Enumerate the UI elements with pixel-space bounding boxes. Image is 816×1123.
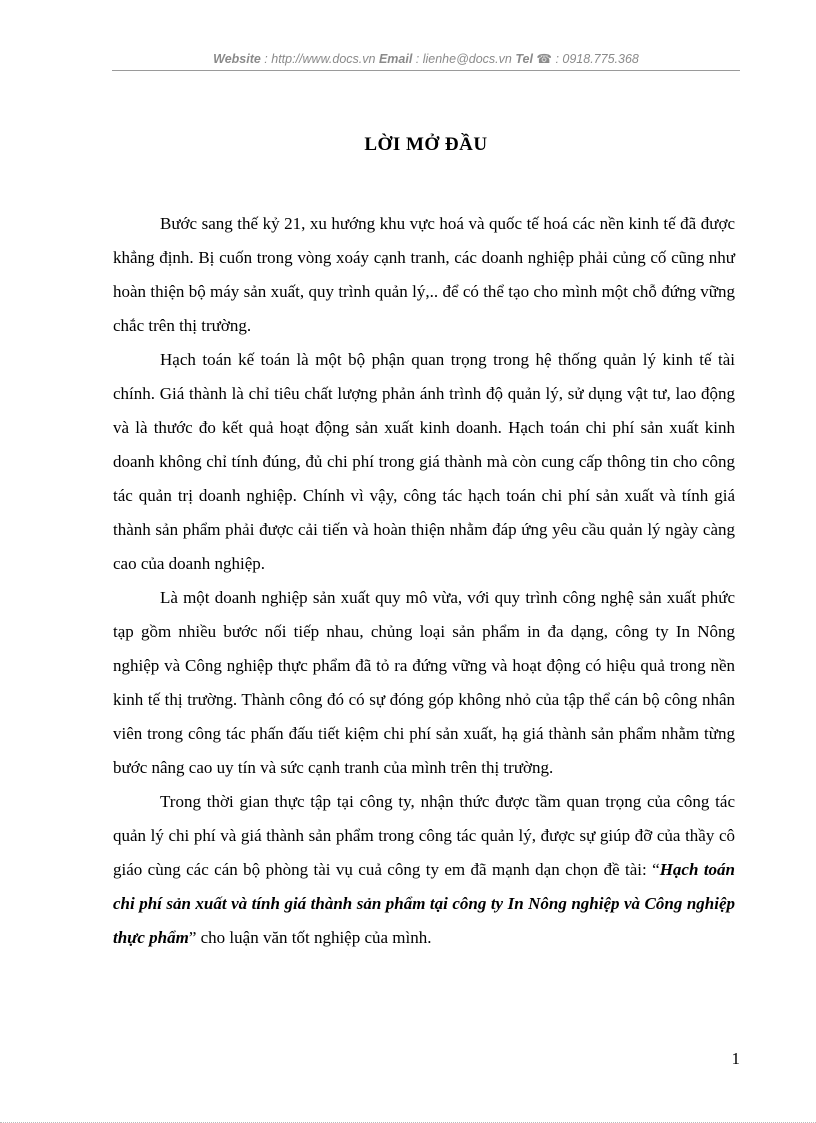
document-body <box>113 207 735 955</box>
page-number: 1 <box>731 1049 740 1068</box>
paragraph-4-end: ” cho luận văn tốt nghiệp của mình. <box>188 928 432 947</box>
paragraph-2: Hạch toán kế toán là một bộ phận quan trọng trong hệ thống quản lý kinh tế tài chính. Giá thành là chỉ tiêu chất lượng phản ánh trình độ quản lý, sử dụng vật tư, lao động và là thước đo kết quả hoạt động sản xuất kinh doanh. Hạch toán chi phí sản xuất kinh doanh không chỉ tính đúng, đủ chi phí trong giá thành mà còn cung cấp thông tin cho công tác quản trị doanh nghiệp. Chính vì vậy, công tác hạch toán chi phí sản xuất và tính giá thành sản phẩm phải được cải tiến và hoàn thiện nhằm đáp ứng yêu cầu quản lý ngày càng cao của doanh nghiệp. <box>113 350 735 573</box>
email-value[interactable]: : lienhe@docs.vn <box>412 52 516 66</box>
paragraph-4 <box>113 785 735 955</box>
page-title: LỜI MỞ ĐẦU <box>364 134 488 155</box>
website-value[interactable]: : http://www.docs.vn <box>260 52 379 66</box>
tel-label: Tel ☎ <box>515 52 552 66</box>
paragraph-3: Là một doanh nghiệp sản xuất quy mô vừa, với quy trình công nghệ sản xuất phức tạp gồm nhiều bước nối tiếp nhau, chủng loại sản phẩm in đa dạng, công ty In Nông nghiệp và Công nghiệp thực phẩm đã tỏ ra đứng vững và hoạt động có hiệu quả trong nền kinh tế thị trường. Thành công đó có sự đóng góp không nhỏ của tập thể cán bộ công nhân viên trong công tác phấn đấu tiết kiệm chi phí sản xuất, hạ giá thành sản phẩm nhằm từng bước nâng cao uy tín và sức cạnh tranh của mình trên thị trường. <box>113 588 735 777</box>
paragraph-4-start: Trong thời gian thực tập tại công ty, nhận thức được tầm quan trọng của công tác quản lý chi phí và giá thành sản phẩm trong công tác quản lý, được sự giúp đỡ của thầy cô giáo cùng các cán bộ phòng tài vụ cuả công ty em đã mạnh dạn chọn đề tài: “ <box>113 792 735 879</box>
email-label: Email <box>378 52 413 66</box>
website-label: Website <box>213 52 261 66</box>
thesis-topic: Hạch toán chi phí sản xuất và tính giá thành sản phẩm tại công ty In Nông nghiệp và Công nghiệp thực phẩm <box>113 860 735 947</box>
page-header <box>112 51 740 71</box>
tel-value: : 0918.775.368 <box>551 52 639 66</box>
paragraph-1: Bước sang thế kỷ 21, xu hướng khu vực hoá và quốc tế hoá các nền kinh tế đã được khẳng định. Bị cuốn trong vòng xoáy cạnh tranh, các doanh nghiệp phải củng cố cũng như hoàn thiện bộ máy sản xuất, quy trình quản lý,.. để có thể tạo cho mình một chỗ đứng vững chắc trên thị trường. <box>113 214 735 335</box>
header-divider <box>112 70 740 71</box>
